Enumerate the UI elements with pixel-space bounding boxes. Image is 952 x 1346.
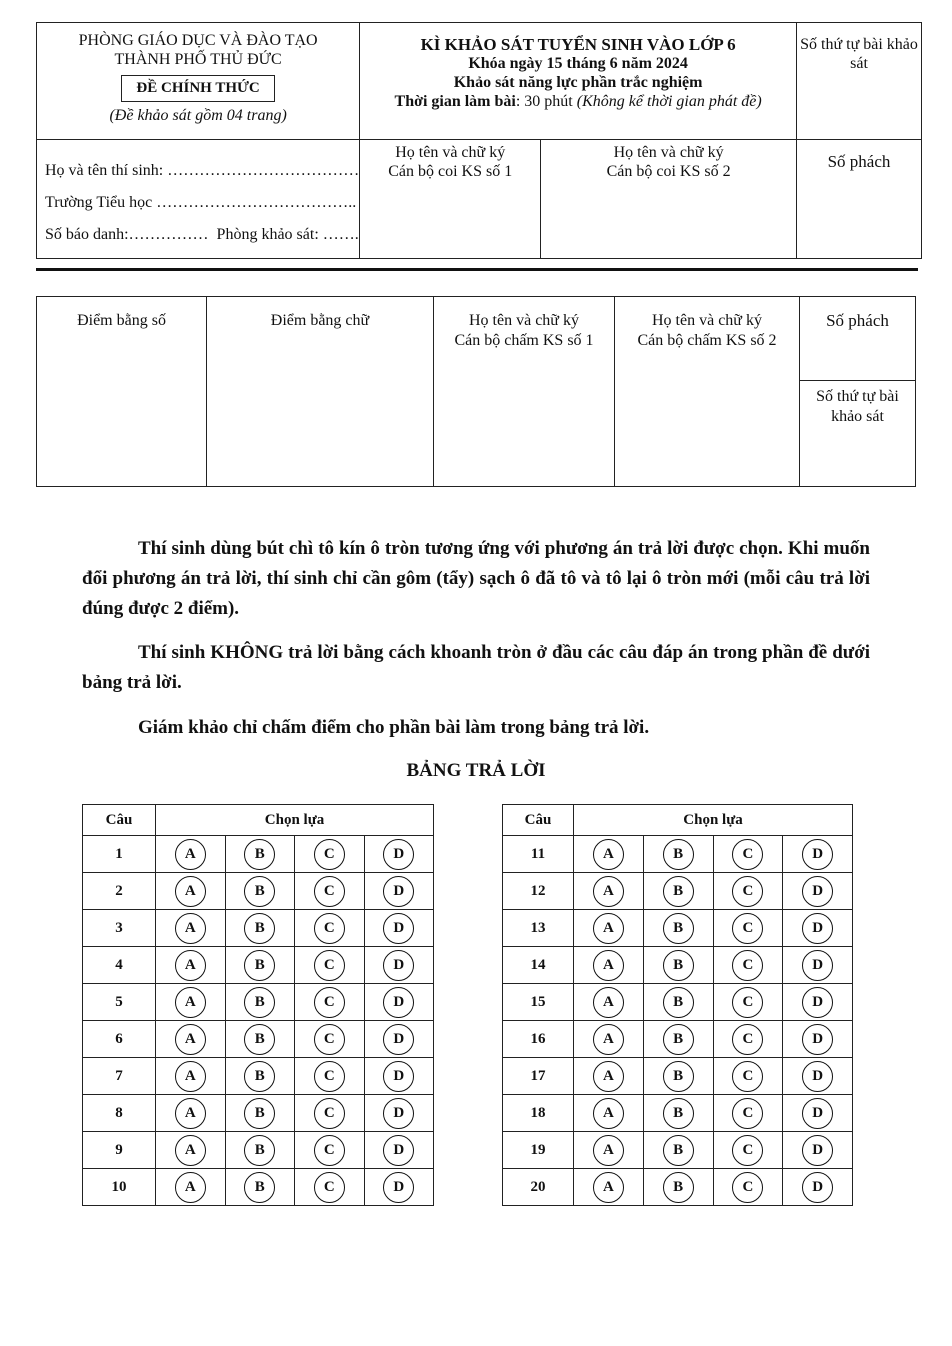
answer-bubble-b[interactable]: B	[663, 1098, 694, 1129]
answer-bubble-a[interactable]: A	[175, 1135, 206, 1166]
grader2-role: Cán bộ chấm KS số 2	[637, 332, 777, 349]
answer-bubble-a[interactable]: A	[593, 876, 624, 907]
answer-bubble-c[interactable]: C	[314, 1098, 345, 1129]
choice-cell	[225, 1058, 295, 1095]
answer-bubble-c[interactable]: C	[314, 1061, 345, 1092]
choice-cell	[364, 910, 434, 947]
choice-cell	[364, 1021, 434, 1058]
exam-subject: Khảo sát năng lực phần trắc nghiệm	[453, 74, 703, 91]
org-name-line2: THÀNH PHỐ THỦ ĐỨC	[114, 51, 282, 68]
choice-cell	[225, 1021, 295, 1058]
choice-cell	[225, 1095, 295, 1132]
question-number: 19	[503, 1132, 574, 1169]
answer-bubble-d[interactable]: D	[802, 913, 833, 944]
choice-cell	[713, 910, 783, 947]
answer-bubble-b[interactable]: B	[244, 1172, 275, 1203]
answer-bubble-b[interactable]: B	[244, 1098, 275, 1129]
choice-cell	[156, 910, 226, 947]
choice-cell	[295, 836, 365, 873]
answer-row	[83, 910, 434, 947]
choice-cell	[643, 947, 713, 984]
choice-cell	[783, 1058, 853, 1095]
answer-bubble-b[interactable]: B	[244, 1024, 275, 1055]
answer-bubble-d[interactable]: D	[383, 1172, 414, 1203]
answer-bubble-d[interactable]: D	[383, 876, 414, 907]
choices-header: Chọn lựa	[156, 805, 434, 836]
answer-row	[503, 836, 853, 873]
answer-bubble-a[interactable]: A	[593, 1098, 624, 1129]
answer-bubble-a[interactable]: A	[593, 1135, 624, 1166]
choice-cell	[574, 1095, 644, 1132]
choice-cell	[713, 984, 783, 1021]
id-room-line	[45, 226, 359, 243]
choice-cell	[574, 1058, 644, 1095]
choice-cell	[156, 1021, 226, 1058]
choice-cell	[783, 1169, 853, 1206]
answer-row	[503, 1021, 853, 1058]
question-number: 8	[83, 1095, 156, 1132]
answer-bubble-a[interactable]: A	[593, 913, 624, 944]
choice-cell	[713, 1021, 783, 1058]
choice-cell	[574, 947, 644, 984]
question-number: 18	[503, 1095, 574, 1132]
question-number: 3	[83, 910, 156, 947]
choice-cell	[574, 873, 644, 910]
question-number: 10	[83, 1169, 156, 1206]
grader2-label: Họ tên và chữ ký	[652, 312, 762, 329]
answer-bubble-a[interactable]: A	[175, 1098, 206, 1129]
answer-bubble-a[interactable]: A	[175, 1024, 206, 1055]
answer-row	[83, 1095, 434, 1132]
instruction-3: Giám khảo chỉ chấm điểm cho phần bài làm trong bảng trả lời.	[138, 717, 650, 738]
choice-cell	[156, 1095, 226, 1132]
answer-row	[503, 910, 853, 947]
choice-cell	[574, 1132, 644, 1169]
answer-bubble-c[interactable]: C	[732, 1135, 763, 1166]
answer-bubble-a[interactable]: A	[175, 1172, 206, 1203]
choice-cell	[225, 984, 295, 1021]
choice-cell	[156, 1058, 226, 1095]
choice-cell	[574, 910, 644, 947]
choice-cell	[225, 910, 295, 947]
answer-bubble-b[interactable]: B	[663, 876, 694, 907]
answer-bubble-c[interactable]: C	[314, 876, 345, 907]
choice-cell	[574, 1021, 644, 1058]
choice-cell	[295, 873, 365, 910]
question-number: 11	[503, 836, 574, 873]
candidate-name-field[interactable]: Họ và tên thí sinh: ………………………………	[45, 162, 360, 179]
issuer-cell	[37, 23, 360, 140]
choice-cell	[783, 947, 853, 984]
choice-cell	[225, 836, 295, 873]
score-number-cell[interactable]	[37, 297, 207, 487]
choice-cell	[295, 947, 365, 984]
answer-bubble-c[interactable]: C	[732, 1024, 763, 1055]
answer-bubble-c[interactable]: C	[314, 1024, 345, 1055]
choice-cell	[295, 1132, 365, 1169]
answer-bubble-d[interactable]: D	[802, 1024, 833, 1055]
answer-bubble-a[interactable]: A	[593, 987, 624, 1018]
instruction-2: Thí sinh KHÔNG trả lời bằng cách khoanh tròn ở đầu các câu đáp án trong phần đề dưới bảng trả lời.	[82, 642, 870, 693]
choice-cell	[364, 1132, 434, 1169]
choice-cell	[295, 1021, 365, 1058]
answer-bubble-d[interactable]: D	[802, 876, 833, 907]
answer-bubble-b[interactable]: B	[244, 1135, 275, 1166]
answer-bubble-a[interactable]: A	[175, 913, 206, 944]
proctor1-label: Họ tên và chữ ký	[395, 144, 506, 161]
answer-row	[503, 947, 853, 984]
candidate-info-cell	[37, 140, 360, 259]
answer-bubble-b[interactable]: B	[244, 950, 275, 981]
question-number: 15	[503, 984, 574, 1021]
official-stamp: ĐỀ CHÍNH THỨC	[121, 75, 274, 102]
id-number-field[interactable]: Số báo danh:……………	[45, 226, 209, 243]
question-number: 2	[83, 873, 156, 910]
choice-cell	[713, 1095, 783, 1132]
score-words-cell[interactable]	[207, 297, 434, 487]
answer-bubble-c[interactable]: C	[732, 1061, 763, 1092]
choice-cell	[295, 1095, 365, 1132]
answer-bubble-b[interactable]: B	[663, 1024, 694, 1055]
choice-cell	[295, 1169, 365, 1206]
grader1-label: Họ tên và chữ ký	[469, 312, 579, 329]
choice-cell	[783, 1095, 853, 1132]
choice-cell	[713, 1132, 783, 1169]
answer-bubble-b[interactable]: B	[663, 987, 694, 1018]
so-phach-cell	[797, 140, 922, 259]
answer-bubble-d[interactable]: D	[383, 1061, 414, 1092]
answer-bubble-c[interactable]: C	[314, 839, 345, 870]
choice-cell	[783, 873, 853, 910]
score-words-label: Điểm bằng chữ	[270, 312, 370, 329]
answer-bubble-c[interactable]: C	[732, 913, 763, 944]
grader1-cell[interactable]	[434, 297, 615, 487]
answer-bubble-b[interactable]: B	[663, 913, 694, 944]
score-table	[36, 296, 916, 487]
question-number: 1	[83, 836, 156, 873]
choice-cell	[783, 910, 853, 947]
answer-bubble-d[interactable]: D	[383, 1098, 414, 1129]
question-number: 16	[503, 1021, 574, 1058]
score-serial-cell	[800, 381, 916, 487]
answer-bubble-d[interactable]: D	[383, 950, 414, 981]
answer-row	[83, 984, 434, 1021]
proctor2-cell[interactable]	[541, 140, 797, 259]
question-number: 7	[83, 1058, 156, 1095]
choice-cell	[364, 1169, 434, 1206]
choice-cell	[364, 984, 434, 1021]
answer-bubble-c[interactable]: C	[732, 876, 763, 907]
answer-bubble-b[interactable]: B	[244, 1061, 275, 1092]
question-number: 4	[83, 947, 156, 984]
question-number: 14	[503, 947, 574, 984]
choice-cell	[783, 1021, 853, 1058]
question-header: Câu	[83, 805, 156, 836]
choice-cell	[225, 947, 295, 984]
question-number: 12	[503, 873, 574, 910]
answer-bubble-c[interactable]: C	[732, 839, 763, 870]
instruction-1: Thí sinh dùng bút chì tô kín ô tròn tương ứng với phương án trả lời được chọn. Khi muốn đổi phương án trả lời, thí sinh chỉ cần gôm (tẩy) sạch ô đã tô và tô lại ô tròn mới (mỗi câu trả lời đúng được 2 điểm).	[82, 538, 870, 619]
grader1-role: Cán bộ chấm KS số 1	[454, 332, 594, 349]
choice-cell	[643, 984, 713, 1021]
choice-cell	[643, 1169, 713, 1206]
choice-cell	[364, 873, 434, 910]
choice-cell	[364, 1095, 434, 1132]
answer-bubble-c[interactable]: C	[314, 1135, 345, 1166]
proctor2-label: Họ tên và chữ ký	[613, 144, 724, 161]
answer-bubble-d[interactable]: D	[383, 839, 414, 870]
score-so-phach-cell	[800, 297, 916, 381]
choice-cell	[364, 1058, 434, 1095]
answer-bubble-a[interactable]: A	[593, 1061, 624, 1092]
answer-bubble-c[interactable]: C	[732, 1098, 763, 1129]
choice-cell	[713, 1058, 783, 1095]
answer-bubble-b[interactable]: B	[244, 987, 275, 1018]
answer-row	[503, 1058, 853, 1095]
choice-cell	[364, 947, 434, 984]
proctor1-role: Cán bộ coi KS số 1	[388, 163, 513, 180]
choice-cell	[574, 984, 644, 1021]
answer-row	[503, 1095, 853, 1132]
question-number: 5	[83, 984, 156, 1021]
answer-bubble-d[interactable]: D	[383, 1024, 414, 1055]
choice-cell	[643, 1021, 713, 1058]
answer-row	[83, 1132, 434, 1169]
answer-bubble-c[interactable]: C	[732, 1172, 763, 1203]
choice-cell	[156, 947, 226, 984]
choice-cell	[643, 836, 713, 873]
exam-date: Khóa ngày 15 tháng 6 năm 2024	[468, 55, 688, 72]
answer-bubble-c[interactable]: C	[314, 987, 345, 1018]
answer-row	[83, 1058, 434, 1095]
answer-bubble-a[interactable]: A	[175, 839, 206, 870]
answer-bubble-a[interactable]: A	[175, 987, 206, 1018]
answer-bubble-a[interactable]: A	[593, 950, 624, 981]
answer-sheet-title: BẢNG TRẢ LỜI	[406, 760, 546, 781]
choice-cell	[713, 836, 783, 873]
choice-cell	[713, 947, 783, 984]
question-number: 17	[503, 1058, 574, 1095]
answer-bubble-d[interactable]: D	[802, 1172, 833, 1203]
answer-bubble-b[interactable]: B	[244, 876, 275, 907]
school-field[interactable]: Trường Tiểu học ………………………………..	[45, 194, 357, 211]
choice-cell	[713, 873, 783, 910]
answer-row	[83, 947, 434, 984]
answer-bubble-b[interactable]: B	[663, 1135, 694, 1166]
answer-bubble-a[interactable]: A	[593, 839, 624, 870]
score-so-phach-label: Số phách	[826, 311, 889, 330]
score-serial-label: Số thứ tự bài khảo sát	[816, 388, 899, 425]
answer-bubble-b[interactable]: B	[244, 913, 275, 944]
choice-cell	[783, 836, 853, 873]
answer-row	[83, 1021, 434, 1058]
cut-line	[36, 268, 918, 271]
answer-row	[503, 1169, 853, 1206]
answer-bubble-d[interactable]: D	[383, 987, 414, 1018]
choice-cell	[364, 836, 434, 873]
grader2-cell[interactable]	[615, 297, 800, 487]
choice-cell	[225, 1169, 295, 1206]
choice-cell	[295, 910, 365, 947]
answer-row	[83, 873, 434, 910]
answer-bubble-a[interactable]: A	[175, 876, 206, 907]
choice-cell	[574, 1169, 644, 1206]
so-phach-label: Số phách	[827, 152, 891, 171]
choice-cell	[156, 984, 226, 1021]
answer-bubble-a[interactable]: A	[175, 1061, 206, 1092]
answer-bubble-b[interactable]: B	[244, 839, 275, 870]
choice-cell	[156, 873, 226, 910]
room-field[interactable]: Phòng khảo sát: …….	[216, 226, 359, 243]
choice-cell	[225, 873, 295, 910]
proctor1-cell[interactable]	[360, 140, 541, 259]
pages-note: (Đề khảo sát gồm 04 trang)	[109, 107, 287, 124]
answer-bubble-b[interactable]: B	[663, 1172, 694, 1203]
choice-cell	[643, 910, 713, 947]
exam-time: Thời gian làm bài: 30 phút (Không kể thời gian phát đề)	[394, 93, 762, 110]
answer-bubble-d[interactable]: D	[802, 950, 833, 981]
answer-bubble-a[interactable]: A	[175, 950, 206, 981]
choice-cell	[783, 1132, 853, 1169]
answer-bubble-d[interactable]: D	[802, 839, 833, 870]
answer-bubble-c[interactable]: C	[732, 950, 763, 981]
choice-cell	[643, 1058, 713, 1095]
answer-bubble-b[interactable]: B	[663, 1061, 694, 1092]
answer-bubble-d[interactable]: D	[802, 1098, 833, 1129]
serial-label: Số thứ tự bài khảo sát	[800, 36, 918, 72]
answer-bubble-d[interactable]: D	[383, 913, 414, 944]
question-number: 20	[503, 1169, 574, 1206]
answer-row	[83, 836, 434, 873]
choice-cell	[156, 1132, 226, 1169]
answer-row	[503, 984, 853, 1021]
answer-row	[503, 873, 853, 910]
answer-bubble-c[interactable]: C	[732, 987, 763, 1018]
exam-title: KÌ KHẢO SÁT TUYỂN SINH VÀO LỚP 6	[420, 35, 736, 54]
choice-cell	[225, 1132, 295, 1169]
answer-row	[83, 1169, 434, 1206]
answer-bubble-d[interactable]: D	[802, 1061, 833, 1092]
answer-bubble-b[interactable]: B	[663, 839, 694, 870]
choice-cell	[643, 1095, 713, 1132]
answer-bubble-c[interactable]: C	[314, 950, 345, 981]
answer-row	[503, 1132, 853, 1169]
answer-bubble-a[interactable]: A	[593, 1172, 624, 1203]
question-number: 9	[83, 1132, 156, 1169]
answer-bubble-c[interactable]: C	[314, 1172, 345, 1203]
score-number-label: Điểm bằng số	[77, 312, 166, 329]
choice-cell	[783, 984, 853, 1021]
choice-cell	[156, 1169, 226, 1206]
choice-cell	[643, 873, 713, 910]
answer-table-right	[502, 804, 853, 1206]
choice-cell	[713, 1169, 783, 1206]
choice-cell	[295, 984, 365, 1021]
choice-cell	[574, 836, 644, 873]
answer-bubble-d[interactable]: D	[383, 1135, 414, 1166]
answer-bubble-c[interactable]: C	[314, 913, 345, 944]
question-header: Câu	[503, 805, 574, 836]
proctor2-role: Cán bộ coi KS số 2	[606, 163, 731, 180]
question-number: 6	[83, 1021, 156, 1058]
answer-bubble-d[interactable]: D	[802, 1135, 833, 1166]
choice-cell	[643, 1132, 713, 1169]
answer-table-left	[82, 804, 434, 1206]
choice-cell	[156, 836, 226, 873]
exam-header-table	[36, 22, 922, 259]
choice-cell	[295, 1058, 365, 1095]
question-number: 13	[503, 910, 574, 947]
org-name-line1: PHÒNG GIÁO DỤC VÀ ĐÀO TẠO	[78, 32, 318, 49]
answer-bubble-a[interactable]: A	[593, 1024, 624, 1055]
answer-bubble-d[interactable]: D	[802, 987, 833, 1018]
serial-label-cell	[797, 23, 922, 140]
answer-bubble-b[interactable]: B	[663, 950, 694, 981]
exam-title-cell	[360, 23, 797, 140]
choices-header: Chọn lựa	[574, 805, 853, 836]
